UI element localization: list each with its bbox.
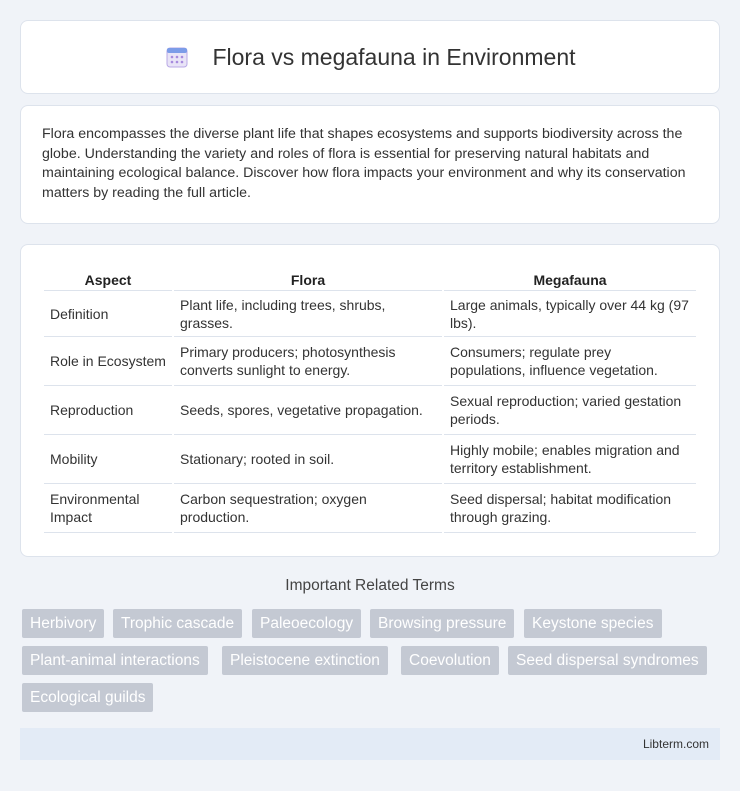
cell-megafauna: Seed dispersal; habitat modification through grazing. — [444, 484, 696, 533]
cell-megafauna: Large animals, typically over 44 kg (97 lbs). — [444, 291, 696, 337]
cell-aspect: Environmental Impact — [44, 484, 172, 533]
header-flora: Flora — [174, 265, 442, 291]
table-row — [44, 386, 696, 435]
comparison-card — [20, 244, 720, 557]
cell-aspect: Reproduction — [44, 386, 172, 435]
term-tag-herbivory[interactable]: Herbivory — [22, 609, 104, 638]
cell-aspect: Mobility — [44, 435, 172, 484]
table-row — [44, 435, 696, 484]
term-tag-browsing-pressure[interactable]: Browsing pressure — [370, 609, 514, 638]
table-row — [44, 484, 696, 533]
header-megafauna: Megafauna — [444, 265, 696, 291]
term-tag-plant-animal-interactions[interactable]: Plant-animal interactions — [22, 646, 208, 675]
cell-flora: Primary producers; photosynthesis converts sunlight to energy. — [174, 337, 442, 386]
term-tag-ecological-guilds[interactable]: Ecological guilds — [22, 683, 153, 712]
intro-text: Flora encompasses the diverse plant life that shapes ecosystems and supports biodiversity across the globe. Understanding the variety and roles of flora is essential for preserving natural habitats and maintaining ecological balance. Discover how flora impacts your environment and why its conservation matters by reading the full article. — [42, 126, 686, 201]
calendar-icon — [164, 44, 190, 70]
page-title: Flora vs megafauna in Environment — [212, 43, 576, 70]
cell-aspect: Definition — [44, 291, 172, 337]
comparison-table — [42, 265, 698, 533]
cell-megafauna: Consumers; regulate prey populations, influence vegetation. — [444, 337, 696, 386]
table-row — [44, 337, 696, 386]
cell-flora: Plant life, including trees, shrubs, grasses. — [174, 291, 442, 337]
related-terms-title: Important Related Terms — [285, 577, 455, 594]
term-tag-keystone-species[interactable]: Keystone species — [524, 609, 662, 638]
cell-megafauna: Sexual reproduction; varied gestation periods. — [444, 386, 696, 435]
title-card — [20, 20, 720, 94]
term-tag-paleoecology[interactable]: Paleoecology — [252, 609, 361, 638]
footer-link[interactable]: Libterm.com — [642, 737, 709, 751]
cell-flora: Stationary; rooted in soil. — [174, 435, 442, 484]
cell-aspect: Role in Ecosystem — [44, 337, 172, 386]
term-tag-seed-dispersal-syndromes[interactable]: Seed dispersal syndromes — [508, 646, 707, 675]
footer — [20, 728, 720, 760]
table-row — [44, 291, 696, 337]
term-tag-trophic-cascade[interactable]: Trophic cascade — [113, 609, 242, 638]
term-tag-pleistocene-extinction[interactable]: Pleistocene extinction — [222, 646, 388, 675]
cell-megafauna: Highly mobile; enables migration and territory establishment. — [444, 435, 696, 484]
intro-card — [20, 105, 720, 224]
cell-flora: Seeds, spores, vegetative propagation. — [174, 386, 442, 435]
cell-flora: Carbon sequestration; oxygen production. — [174, 484, 442, 533]
header-aspect: Aspect — [44, 265, 172, 291]
term-tag-coevolution[interactable]: Coevolution — [401, 646, 499, 675]
